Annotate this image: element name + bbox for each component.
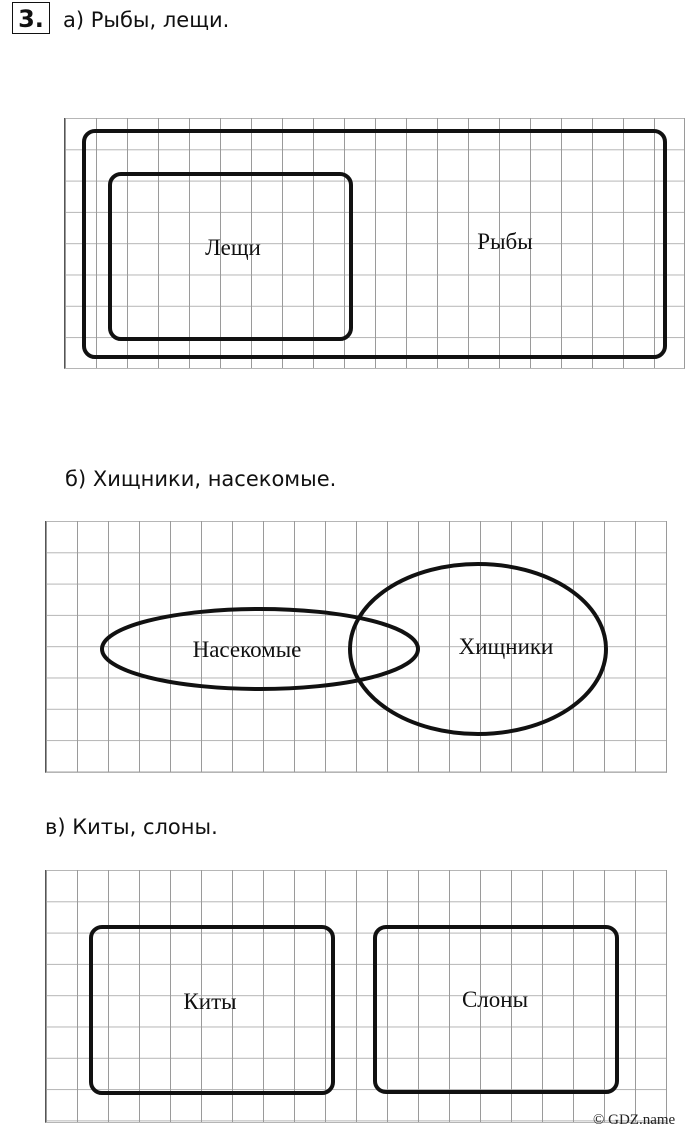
part-c-caption: в) Киты, слоны.: [45, 815, 218, 839]
set-bream-label: Лещи: [205, 235, 261, 260]
set-elephants-label: Слоны: [461, 987, 529, 1012]
task-number-box: 3.: [12, 2, 50, 34]
watermark: © GDZ.name: [593, 1112, 676, 1128]
set-fish-label: Рыбы: [477, 229, 533, 254]
part-a-caption: а) Рыбы, лещи.: [63, 8, 230, 32]
part-b-caption: б) Хищники, насекомые.: [65, 467, 337, 491]
set-whales-label: Киты: [183, 989, 237, 1014]
set-insects-label: Насекомые: [192, 637, 302, 662]
set-predators-label: Хищники: [458, 634, 554, 659]
